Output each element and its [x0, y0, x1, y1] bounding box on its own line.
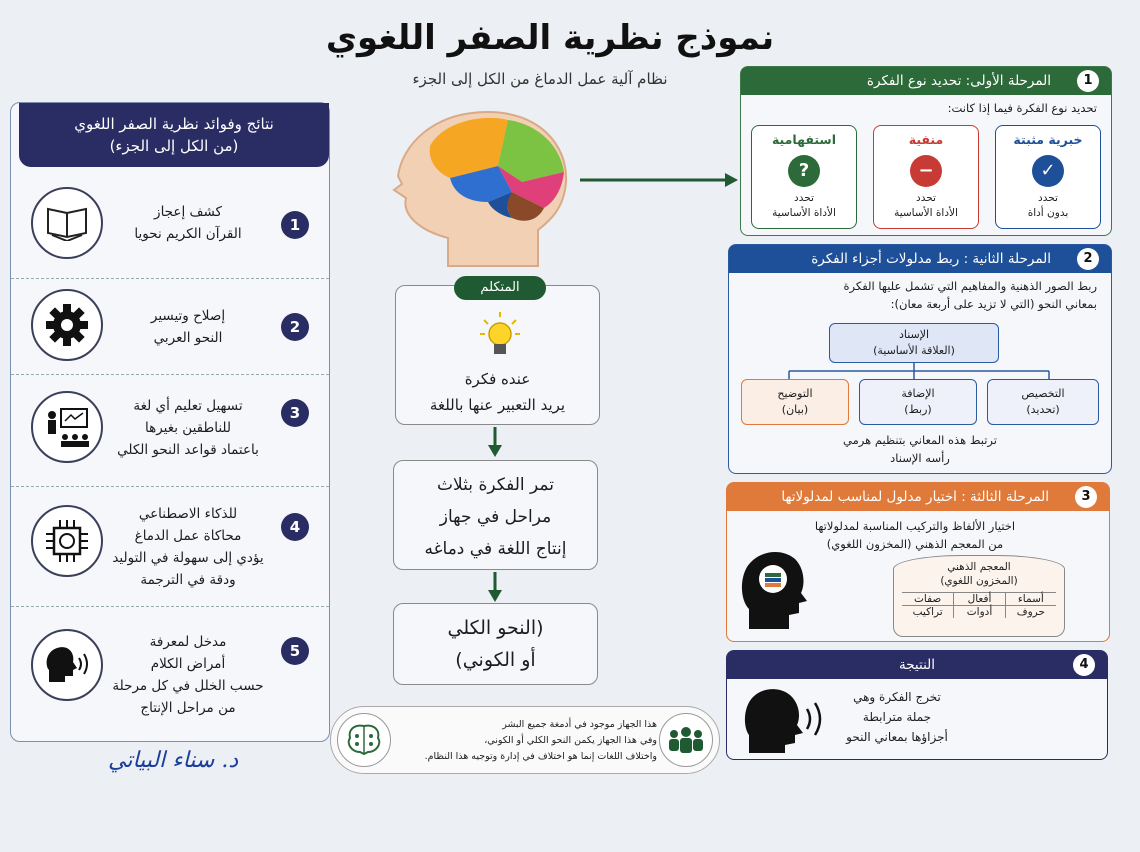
people-group-icon — [659, 713, 713, 767]
mental-lexicon-cylinder — [893, 555, 1065, 637]
lexicon-cell: حروف — [1005, 606, 1056, 618]
question-icon: ? — [788, 155, 820, 187]
stage-2-number: 2 — [1077, 248, 1099, 270]
stage-1-heading: المرحلة الأولى: تحديد نوع الفكرة 1 — [741, 67, 1111, 95]
benefit-item — [11, 487, 329, 607]
lexicon-cell: أدوات — [953, 606, 1004, 618]
type-card-interrogative: استفهامية ? تحدد الأداة الأساسية — [751, 125, 857, 229]
lexicon-cell: تراكيب — [912, 606, 943, 618]
human-head-brain-illustration — [388, 106, 578, 276]
stage-2-footer: ترتبط هذه المعاني بتنظيم هرمي رأسه الإسناد — [843, 433, 997, 465]
lightbulb-icon — [480, 312, 520, 364]
benefit-text: كشف إعجاز القرآن الكريم نحويا — [134, 204, 242, 242]
benefit-item — [11, 279, 329, 375]
author-signature: د. سناء البياتي — [108, 748, 239, 773]
universal-grammar-box: (النحو الكلي أو الكوني) — [393, 603, 598, 685]
lexicon-cell: صفات — [902, 593, 953, 606]
role-clarification: التوضيح (بيان) — [741, 379, 849, 425]
stage-1-card — [740, 66, 1112, 236]
lexicon-title: المعجم الذهني (المخزون اللغوي) — [940, 561, 1018, 587]
speaker-text: عنده فكرة يريد التعبير عنها باللغة — [429, 370, 566, 414]
lexicon-cell: أسماء — [1005, 593, 1056, 606]
minus-icon: − — [910, 155, 942, 187]
lexicon-cell: أفعال — [953, 593, 1004, 606]
flow-arrow-down — [485, 572, 505, 606]
speaking-head-icon — [31, 629, 103, 701]
benefits-panel — [10, 102, 330, 742]
stage-3-number: 3 — [1075, 486, 1097, 508]
benefit-text: مدخل لمعرفة أمراض الكلام حسب الخلل في كل مرحلة من مراحل الإنتاج — [112, 634, 264, 716]
note-text: هذا الجهاز موجود في أدمغة جميع البشر وفي هذا الجهاز يكمن النحو الكلي أو الكوني، واختلاف اللغات إنما هو اختلاف في إدارة وتوجيه هذا النظام. — [424, 719, 657, 762]
speaker-tag: المتكلم — [454, 276, 546, 300]
speaker-box — [395, 280, 600, 425]
check-icon: ✓ — [1032, 155, 1064, 187]
flow-arrow-down — [485, 427, 505, 461]
benefit-text: للذكاء الاصطناعي محاكاة عمل الدماغ يؤدي إلى سهولة في التوليد ودقة في الترجمة — [112, 506, 264, 588]
stage-3-intro: اختيار الألفاظ والتركيب المناسبة لمدلولاتها من المعجم الذهني (المخزون اللغوي) — [814, 519, 1016, 551]
type-card-negative: منفية − تحدد الأداة الأساسية — [873, 125, 979, 229]
stage-4-heading: النتيجة 4 — [727, 651, 1107, 679]
three-stages-box: تمر الفكرة بثلاث مراحل في جهاز إنتاج اللغة في دماغه — [393, 460, 598, 570]
type-card-affirmative: خبرية مثبتة ✓ تحدد بدون أداة — [995, 125, 1101, 229]
ai-chip-icon — [31, 505, 103, 577]
benefit-item — [11, 375, 329, 487]
benefit-item — [11, 173, 329, 279]
stage-4-number: 4 — [1073, 654, 1095, 676]
brain-circuit-icon — [337, 713, 391, 767]
role-annexation: الإضافة (ربط) — [859, 379, 977, 425]
stage-2-intro: ربط الصور الذهنية والمفاهيم التي تشمل عليها الفكرة بمعاني النحو (التي لا تزيد على أربعة معان): — [843, 279, 1097, 311]
stage-1-intro: تحديد نوع الفكرة فيما إذا كانت: — [947, 101, 1097, 115]
page-title: نموذج نظرية الصفر اللغوي — [325, 18, 775, 58]
lexicon-grid — [902, 592, 1056, 618]
stage-3-card — [726, 482, 1110, 642]
result-text: تخرج الفكرة وهي جملة مترابطة أجزاؤها بمعاني النحو — [846, 690, 948, 744]
benefit-item — [11, 607, 329, 741]
page-subtitle: نظام آلية عمل الدماغ من الكل إلى الجزء — [412, 70, 668, 88]
universal-note — [330, 706, 720, 774]
stage-3-heading: المرحلة الثالثة : اختيار مدلول لمناسب لمدلولاتها 3 — [727, 483, 1109, 511]
stage-2-card — [728, 244, 1112, 474]
thinking-head-icon — [739, 545, 809, 633]
benefit-number: 5 — [281, 637, 309, 665]
role-specification: التخصيص (تحديد) — [987, 379, 1099, 425]
stage-2-heading: المرحلة الثانية : ربط مدلولات أجزاء الفكرة 2 — [729, 245, 1111, 273]
benefit-number: 4 — [281, 513, 309, 541]
benefits-heading: نتائج وفوائد نظرية الصفر اللغوي (من الكل إلى الجزء) — [19, 103, 329, 167]
benefit-number: 1 — [281, 211, 309, 239]
benefit-number: 3 — [281, 399, 309, 427]
gear-icon — [31, 289, 103, 361]
quran-book-icon — [31, 187, 103, 259]
isnad-root-node: الإسناد (العلاقة الأساسية) — [829, 323, 999, 363]
stage-1-number: 1 — [1077, 70, 1099, 92]
stage-4-card — [726, 650, 1108, 760]
benefit-number: 2 — [281, 313, 309, 341]
speaking-head-icon — [743, 685, 829, 757]
flow-arrow-to-stages — [580, 170, 740, 190]
benefit-text: إصلاح وتيسير النحو العربي — [150, 308, 226, 346]
teacher-classroom-icon — [31, 391, 103, 463]
benefit-text: تسهيل تعليم أي لغة للناطقين بغيرها باعتماد قواعد النحو الكلي — [117, 398, 259, 458]
